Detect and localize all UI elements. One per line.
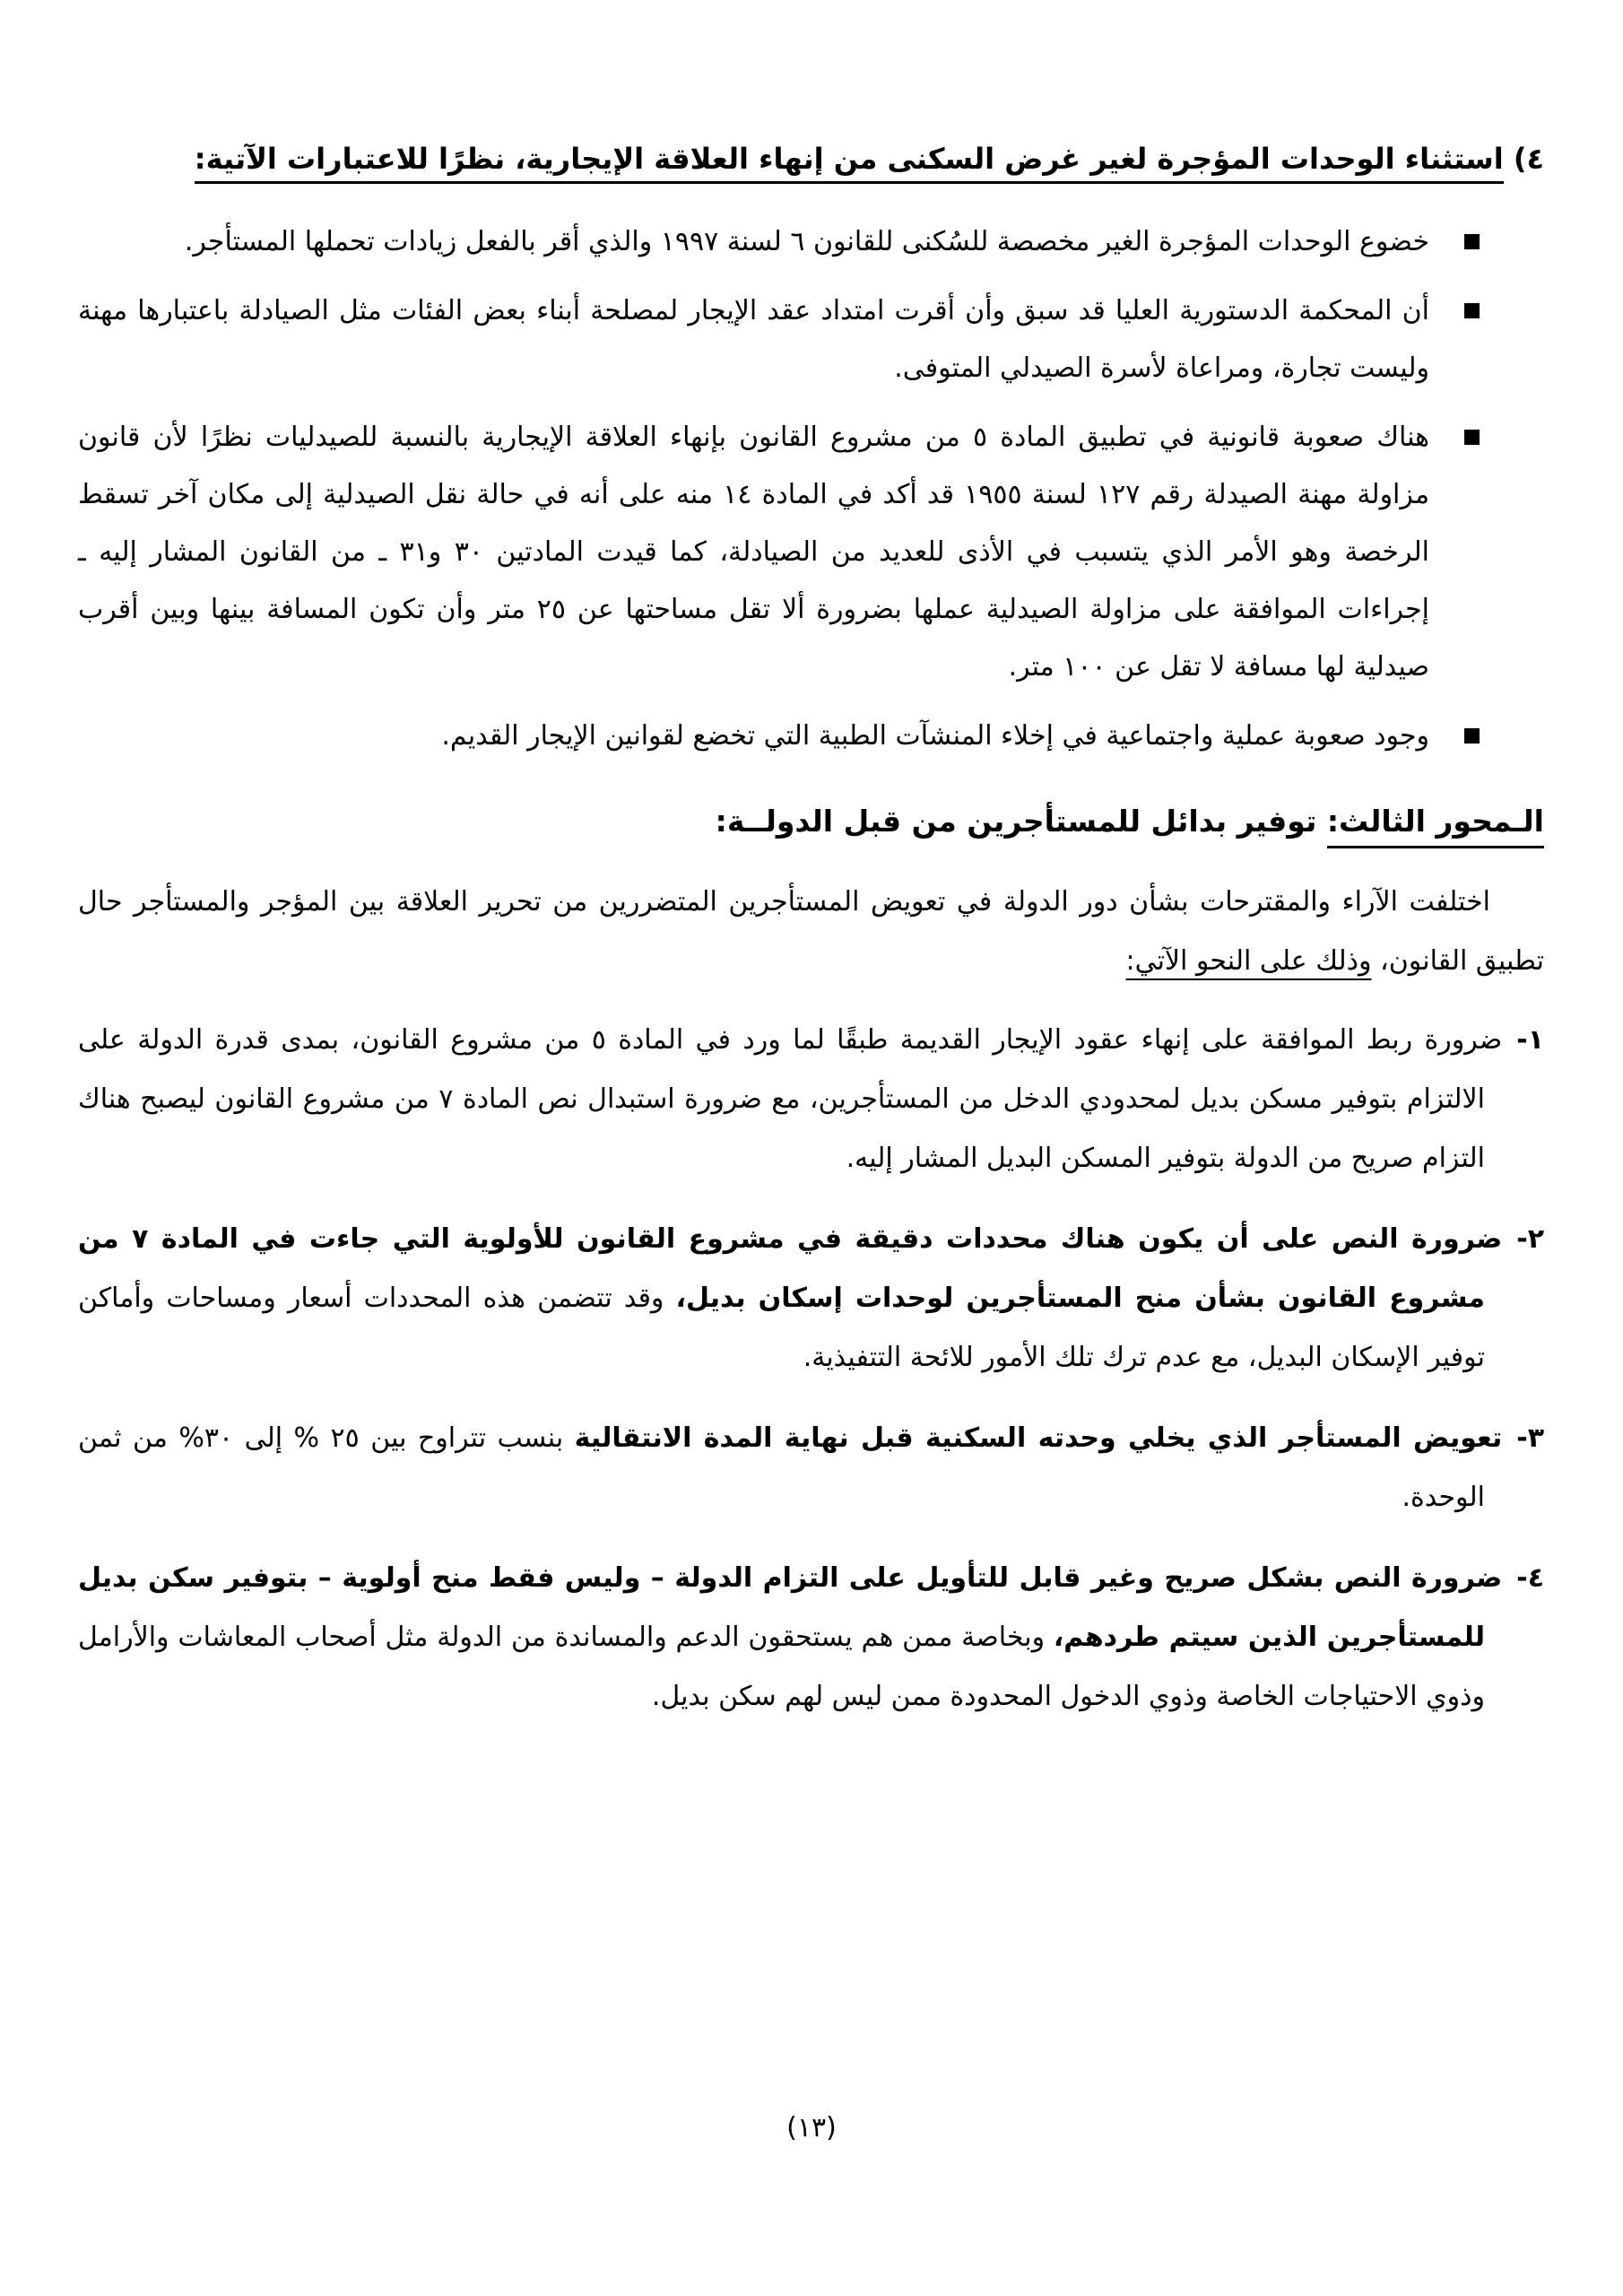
proposal-item — [78, 1011, 1544, 1188]
proposal-item — [78, 1409, 1544, 1527]
proposal-normal-text: وبخاصة ممن هم يستحقون الدعم والمساندة من الدولة مثل أصحاب المعاشات والأرامل وذوي الاحتياجات الخاصة وذوي الدخول المحدودة ممن ليس لهم سكن بديل. — [78, 1622, 1485, 1712]
bullet-square-icon — [1464, 430, 1480, 445]
proposal-number: ٣- — [1516, 1422, 1544, 1454]
proposal-bold-text: تعويض المستأجر الذي يخلي وحدته السكنية قبل نهاية المدة الانتقالية — [574, 1422, 1503, 1454]
intro-text: اختلفت الآراء والمقترحات بشأن دور الدولة في تعويض المستأجرين المتضررين من تحرير العلاقة بين المؤجر والمستأجر حال تطبيق القانون، — [78, 886, 1544, 977]
intro-underlined-text: وذلك على النحو الآتي: — [1125, 945, 1372, 977]
proposal-item — [78, 1549, 1544, 1726]
list-item — [78, 213, 1544, 271]
proposal-normal-text: وقد تتضمن هذه المحددات أسعار ومساحات وأماكن توفير الإسكان البديل، مع عدم ترك تلك الأمور للائحة التتفيذية. — [78, 1283, 1485, 1373]
proposal-number: ٢- — [1516, 1223, 1545, 1255]
list-item — [78, 409, 1544, 696]
page-content — [78, 127, 1544, 1748]
section4-marker: ٤) — [1513, 142, 1544, 176]
axis3-heading-title: توفير بدائل للمستأجرين من قبل الدولــة: — [715, 804, 1317, 839]
considerations-list — [78, 213, 1544, 765]
bullet-text: أن المحكمة الدستورية العليا قد سبق وأن أقرت امتداد عقد الإيجار لمصلحة أبناء بعض الفئات مثل الصيادلة باعتبارها مهنة وليست تجارة، ومراعاة لأسرة الصيدلي المتوفى. — [78, 295, 1429, 384]
bullet-square-icon — [1464, 234, 1480, 249]
proposal-number: ١- — [1516, 1024, 1544, 1056]
proposal-bold-text: ضرورة النص بشكل صريح وغير قابل للتأويل على التزام الدولة – وليس فقط منح أولوية – بتوفير سكن بديل للمستأجرين الذين سيتم طردهم، — [78, 1562, 1503, 1653]
axis3-heading-label: الـمحور الثالث: — [1327, 804, 1544, 848]
axis3-heading — [78, 792, 1544, 851]
list-item — [78, 283, 1544, 397]
section4-heading — [78, 127, 1544, 190]
proposals-list — [78, 1011, 1544, 1726]
intro-paragraph — [78, 873, 1544, 991]
page-number: (١٣) — [786, 2112, 837, 2144]
list-item — [78, 708, 1544, 765]
bullet-square-icon — [1464, 728, 1480, 744]
section4-heading-text: استثناء الوحدات المؤجرة لغير غرض السكنى من إنهاء العلاقة الإيجارية، نظرًا للاعتبارات الآتية: — [195, 142, 1504, 184]
proposal-bold-text: ضرورة النص على أن يكون هناك محددات دقيقة في مشروع القانون للأولوية التي جاءت في المادة ٧ من مشروع القانون بشأن منح المستأجرين لوحدات إسكان بديل، — [78, 1223, 1503, 1314]
proposal-item — [78, 1210, 1544, 1387]
proposal-number: ٤- — [1516, 1562, 1544, 1594]
bullet-text: وجود صعوبة عملية واجتماعية في إخلاء المنشآت الطبية التي تخضع لقوانين الإيجار القديم. — [441, 720, 1429, 752]
proposal-normal-text: بنسب تتراوح بين ٢٥ % إلى ٣٠% من ثمن الوحدة. — [78, 1422, 1485, 1513]
bullet-text: خضوع الوحدات المؤجرة الغير مخصصة للسُكنى للقانون ٦ لسنة ١٩٩٧ والذي أقر بالفعل زيادات تحملها المستأجر. — [184, 226, 1429, 257]
proposal-normal-text: ضرورة ربط الموافقة على إنهاء عقود الإيجار القديمة طبقًا لما ورد في المادة ٥ من مشروع القانون، بمدى قدرة الدولة على الالتزام بتوفير مسكن بديل لمحدودي الدخل من المستأجرين، مع ضرورة استبدال نص المادة ٧ من مشروع القانون ليصبح هناك التزام صريح من الدولة بتوفير المسكن البديل المشار إليه. — [78, 1024, 1503, 1174]
bullet-square-icon — [1464, 303, 1480, 318]
bullet-text: هناك صعوبة قانونية في تطبيق المادة ٥ من مشروع القانون بإنهاء العلاقة الإيجارية بالنسبة للصيدليات نظرًا لأن قانون مزاولة مهنة الصيدلة رقم ١٢٧ لسنة ١٩٥٥ قد أكد في المادة ١٤ منه على أنه في حالة نقل الصيدلية إلى مكان آخر تسقط الرخصة وهو الأمر الذي يتسبب في الأذى للعديد من الصيادلة، كما قيدت المادتين ٣٠ و٣١ ـ من القانون المشار إليه ـ إجراءات الموافقة على مزاولة الصيدلية عملها بضرورة ألا تقل مساحتها عن ٢٥ متر وأن تكون المسافة بينها وبين أقرب صيدلية لها مسافة لا تقل عن ١٠٠ متر. — [78, 422, 1430, 683]
